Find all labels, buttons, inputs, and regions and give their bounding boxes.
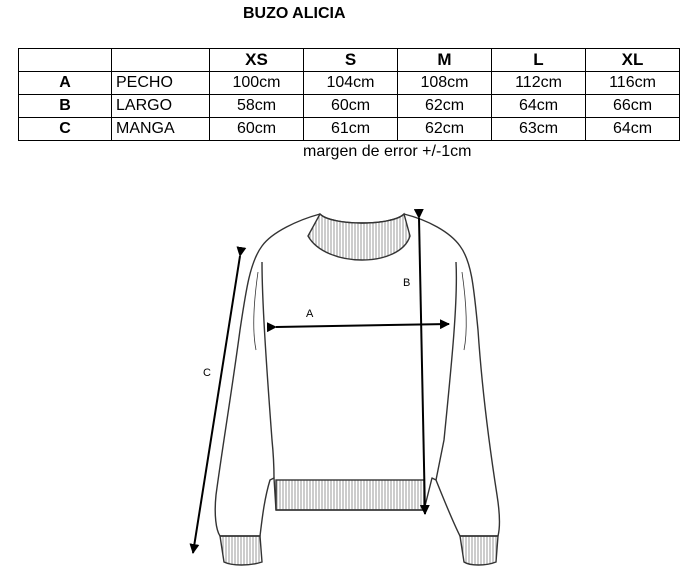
measure-label-a: A [306, 308, 314, 320]
measure-label-c: C [203, 367, 211, 379]
header-cell-xl: XL [586, 49, 680, 72]
row-key: C [19, 118, 112, 141]
collar-rib [308, 214, 410, 260]
table-cell: 104cm [304, 72, 398, 95]
table-cell: 62cm [398, 118, 492, 141]
table-cell: 116cm [586, 72, 680, 95]
table-cell: 60cm [210, 118, 304, 141]
header-cell-s: S [304, 49, 398, 72]
table-cell: 58cm [210, 95, 304, 118]
row-label: MANGA [112, 118, 210, 141]
table-cell: 112cm [492, 72, 586, 95]
table-cell: 61cm [304, 118, 398, 141]
right-cuff [460, 536, 498, 565]
table-cell: 100cm [210, 72, 304, 95]
waistband-rib [276, 480, 424, 510]
header-cell-xs: XS [210, 49, 304, 72]
row-label: LARGO [112, 95, 210, 118]
table-cell: 66cm [586, 95, 680, 118]
row-label: PECHO [112, 72, 210, 95]
header-cell-m: M [398, 49, 492, 72]
measure-arrow-a [276, 324, 449, 327]
table-cell: 62cm [398, 95, 492, 118]
table-cell: 64cm [492, 95, 586, 118]
measure-label-b: B [403, 277, 411, 289]
measure-arrow-c [193, 256, 240, 553]
left-cuff [220, 536, 262, 565]
error-margin-note: margen de error +/-1cm [303, 143, 472, 160]
table-cell: 63cm [492, 118, 586, 141]
measure-arrow-b [419, 218, 425, 514]
table-cell: 64cm [586, 118, 680, 141]
row-key: A [19, 72, 112, 95]
table-cell: 108cm [398, 72, 492, 95]
table-cell: 60cm [304, 95, 398, 118]
page-title: BUZO ALICIA [243, 5, 346, 22]
header-cell-l: L [492, 49, 586, 72]
row-key: B [19, 95, 112, 118]
